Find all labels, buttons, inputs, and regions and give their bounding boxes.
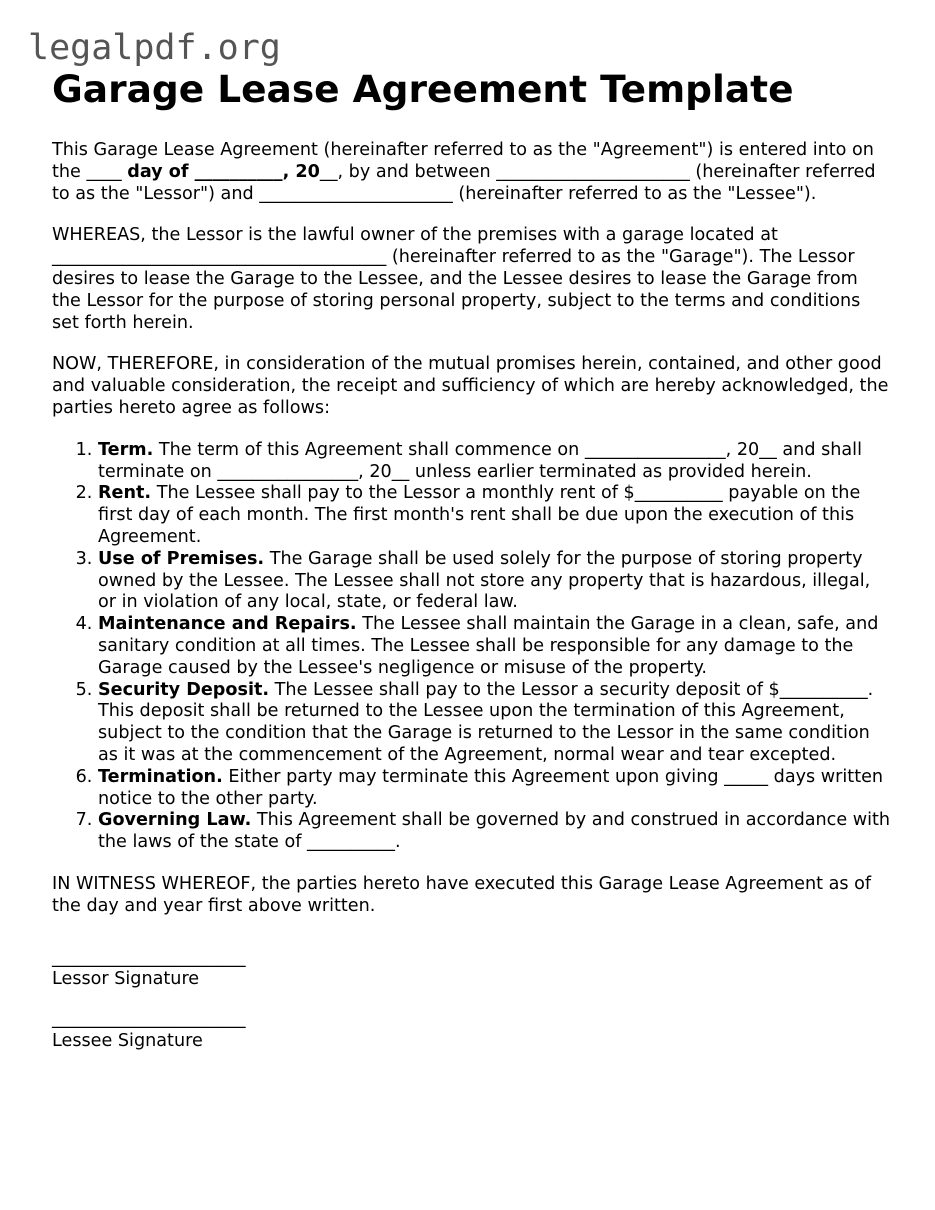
lessor-signature-line: ______________________ bbox=[52, 947, 246, 968]
intro-text-1: This Garage Lease Agreement (hereinafter referred to as the "Agreement") is entered into on the ____ bbox=[52, 140, 874, 182]
signature-spacer bbox=[52, 991, 892, 1009]
term-heading: Termination. bbox=[98, 766, 223, 787]
term-body: Either party may terminate this Agreement upon giving _____ days written notice to the other party. bbox=[98, 766, 884, 809]
witness-paragraph: IN WITNESS WHEREOF, the parties hereto have executed this Garage Lease Agreement as of the day and year first above written. bbox=[52, 873, 872, 916]
signature-block bbox=[52, 948, 892, 1053]
term-heading: Security Deposit. bbox=[98, 679, 270, 700]
term-body: The Lessee shall pay to the Lessor a security deposit of $__________. This deposit shall be returned to the Lessee upon the termination of this Agreement, subject to the condition that the Garage is returned to the Lessor in the same condition as it was at the commencement of the Agreement, normal wear and tear excepted. bbox=[98, 679, 874, 765]
terms-list bbox=[52, 440, 892, 854]
term-item-security-deposit bbox=[98, 680, 892, 767]
term-item-governing-law bbox=[98, 810, 892, 854]
term-body: The term of this Agreement shall commence on ________________, 20__ and shall terminate on ________________, 20__ unless earlier terminated as provided herein. bbox=[98, 439, 862, 482]
therefore-paragraph: NOW, THEREFORE, in consideration of the mutual promises herein, contained, and other good and valuable consideration, the receipt and sufficiency of which are hereby acknowledged, the parties hereto agree as follows: bbox=[52, 354, 889, 418]
term-heading: Rent. bbox=[98, 483, 152, 504]
intro-text-2: __, by and between ______________________ (hereinafter referred to as the "Lessor") and ______________________ (hereinafter referred to as the "Lessee"). bbox=[52, 161, 876, 204]
term-body: The Lessee shall maintain the Garage in a clean, safe, and sanitary condition at all times. The Lessee shall be responsible for any damage to the Garage caused by the Lessee's negligence or misuse of the property. bbox=[98, 614, 879, 678]
intro-paragraph bbox=[52, 140, 892, 205]
term-heading: Use of Premises. bbox=[98, 548, 265, 569]
lessor-signature-label: Lessor Signature bbox=[52, 969, 200, 990]
whereas-paragraph: WHEREAS, the Lessor is the lawful owner of the premises with a garage located at ______________________________________ (hereinafter referred to as the "Garage"). The Lessor desires to lease the Garage to the Lessee, and the Lessee desires to lease the Garage from the Lessor for the purpose of storing personal property, subject to the terms and conditions set forth herein. bbox=[52, 225, 861, 333]
term-body: This Agreement shall be governed by and construed in accordance with the laws of the state of __________. bbox=[98, 810, 891, 853]
lessee-signature-line: ______________________ bbox=[52, 1009, 246, 1030]
term-body: The Lessee shall pay to the Lessor a monthly rent of $__________ payable on the first day of each month. The first month's rent shall be due upon the execution of this Agreement. bbox=[98, 483, 861, 547]
intro-date-bold: day of __________, 20 bbox=[127, 161, 320, 182]
term-heading: Term. bbox=[98, 439, 154, 460]
term-item-termination bbox=[98, 767, 892, 811]
document-title: Garage Lease Agreement Template bbox=[52, 67, 794, 111]
site-watermark: legalpdf.org bbox=[28, 28, 281, 68]
document-body bbox=[52, 64, 892, 1053]
term-item-use-of-premises bbox=[98, 549, 892, 614]
term-item-maintenance bbox=[98, 614, 892, 679]
term-item-term bbox=[98, 440, 892, 484]
term-heading: Maintenance and Repairs. bbox=[98, 614, 357, 635]
lessee-signature-label: Lessee Signature bbox=[52, 1030, 203, 1051]
term-body: The Garage shall be used solely for the purpose of storing property owned by the Lessee. The Lessee shall not store any property that is hazardous, illegal, or in violation of any local, state, or federal law. bbox=[98, 548, 871, 613]
term-heading: Governing Law. bbox=[98, 810, 252, 831]
term-item-rent bbox=[98, 483, 892, 548]
